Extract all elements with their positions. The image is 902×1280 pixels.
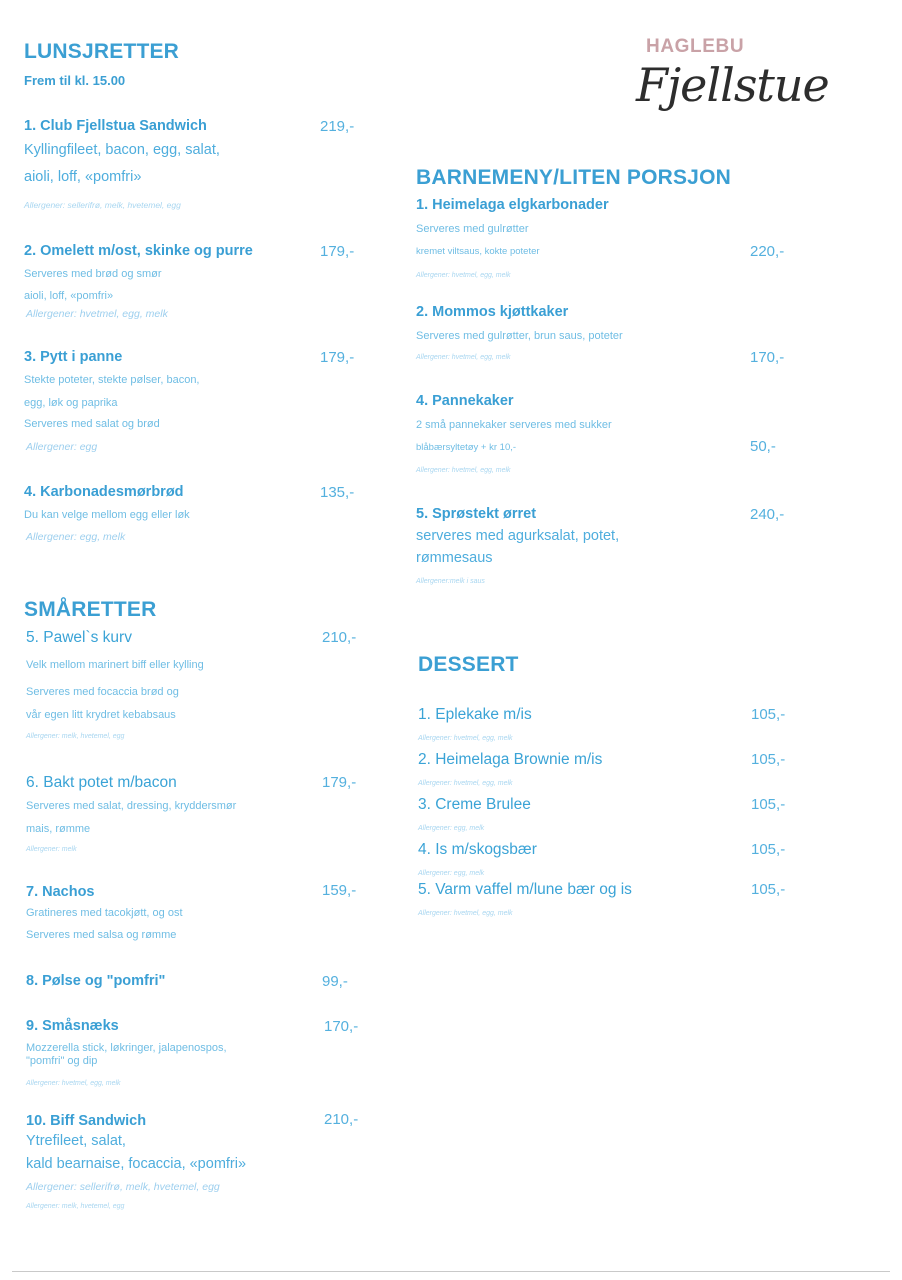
menu-item-desc: Mozzerella stick, løkringer, jalapenospos, bbox=[26, 1042, 227, 1054]
menu-item-title: 5. Pawel`s kurv bbox=[26, 629, 132, 646]
menu-item-allergen: Allergener: hvetmel, egg, melk bbox=[418, 910, 513, 917]
menu-item-desc: aioli, loff, «pomfri» bbox=[24, 290, 114, 302]
menu-item-desc: serveres med agurksalat, potet, bbox=[416, 528, 620, 544]
menu-item-desc: egg, løk og paprika bbox=[24, 397, 118, 409]
menu-item-price: 179,- bbox=[320, 349, 355, 366]
menu-item-allergen: Allergener: hvetmel, egg, melk bbox=[26, 1080, 121, 1087]
barnemeny-heading: BARNEMENY/LITEN PORSJON bbox=[416, 166, 731, 189]
menu-item-desc: "pomfri" og dip bbox=[26, 1055, 98, 1067]
menu-item-price: 210,- bbox=[324, 1111, 359, 1128]
menu-item-price: 219,- bbox=[320, 118, 355, 135]
menu-item-price: 159,- bbox=[322, 882, 357, 899]
menu-item-allergen: Allergener: melk, hvetemel, egg bbox=[26, 733, 125, 740]
lunsjretter-subheading: Frem til kl. 15.00 bbox=[24, 73, 126, 88]
menu-item-desc: Velk mellom marinert biff eller kylling bbox=[26, 659, 204, 671]
menu-item-price: 220,- bbox=[750, 243, 785, 260]
menu-item-title: 7. Nachos bbox=[26, 884, 95, 900]
logo-haglebu: HAGLEBU bbox=[646, 36, 745, 57]
menu-item-desc: vår egen litt krydret kebabsaus bbox=[26, 709, 176, 721]
menu-item-desc: Du kan velge mellom egg eller løk bbox=[24, 509, 190, 521]
menu-item-price: 135,- bbox=[320, 484, 355, 501]
menu-item-allergen: Allergener: egg, melk bbox=[418, 825, 485, 832]
menu-item-allergen: Allergener: melk bbox=[26, 846, 77, 853]
menu-item-desc: Serveres med gulrøtter, brun saus, poteter bbox=[416, 330, 623, 342]
menu-item-allergen: Allergener: hvetmel, egg, melk bbox=[416, 467, 511, 474]
menu-item-title: 10. Biff Sandwich bbox=[26, 1113, 147, 1129]
menu-item-title: 8. Pølse og "pomfri" bbox=[26, 973, 166, 989]
menu-item-title: 3. Pytt i panne bbox=[24, 349, 123, 365]
menu-item-desc: Serveres med salat og brød bbox=[24, 418, 160, 430]
menu-item-desc: Serveres med focaccia brød og bbox=[26, 686, 179, 698]
smaretter-heading: SMÅRETTER bbox=[24, 598, 157, 621]
menu-item-desc: blåbærsyltetøy + kr 10,- bbox=[416, 442, 517, 453]
page-bottom-divider bbox=[12, 1271, 890, 1272]
logo-fjellstue: Fjellstue bbox=[636, 58, 829, 112]
menu-item-desc: Stekte poteter, stekte pølser, bacon, bbox=[24, 374, 200, 386]
menu-item-desc: Gratineres med tacokjøtt, og ost bbox=[26, 907, 183, 919]
menu-item-desc: kremet viltsaus, kokte poteter bbox=[416, 246, 540, 257]
menu-item-desc: mais, rømme bbox=[26, 823, 91, 835]
menu-item-allergen: Allergener: sellerifrø, melk, hvetemel, egg bbox=[24, 200, 181, 210]
menu-item-desc: aioli, loff, «pomfri» bbox=[24, 169, 142, 185]
menu-item-title: 3. Creme Brulee bbox=[418, 796, 531, 813]
menu-item-title: 1. Club Fjellstua Sandwich bbox=[24, 118, 207, 134]
menu-item-price: 240,- bbox=[750, 506, 785, 523]
menu-item-title: 4. Karbonadesmørbrød bbox=[24, 484, 184, 500]
menu-item-price: 99,- bbox=[322, 973, 348, 990]
lunsjretter-heading: LUNSJRETTER bbox=[24, 40, 180, 63]
menu-item-desc: Serveres med salsa og rømme bbox=[26, 929, 177, 941]
menu-item-desc: 2 små pannekaker serveres med sukker bbox=[416, 419, 612, 431]
menu-item-price: 105,- bbox=[751, 881, 786, 898]
menu-item-title: 2. Heimelaga Brownie m/is bbox=[418, 751, 603, 768]
menu-item-desc: rømmesaus bbox=[416, 550, 493, 566]
menu-item-title: 4. Is m/skogsbær bbox=[418, 841, 537, 858]
menu-item-price: 170,- bbox=[750, 349, 785, 366]
dessert-heading: DESSERT bbox=[418, 653, 519, 676]
menu-item-price: 105,- bbox=[751, 841, 786, 858]
menu-item-allergen: Allergener: hvetmel, egg, melk bbox=[26, 308, 168, 320]
menu-item-title: 1. Heimelaga elgkarbonader bbox=[416, 197, 609, 213]
menu-item-allergen: Allergener: hvetmel, egg, melk bbox=[416, 272, 511, 279]
menu-item-allergen: Allergener:melk i saus bbox=[416, 578, 485, 585]
menu-item-desc: Serveres med brød og smør bbox=[24, 268, 162, 280]
menu-item-price: 179,- bbox=[322, 774, 357, 791]
menu-item-desc: kald bearnaise, focaccia, «pomfri» bbox=[26, 1156, 247, 1172]
menu-item-price: 170,- bbox=[324, 1018, 359, 1035]
menu-item-price: 50,- bbox=[750, 438, 776, 455]
menu-item-title: 5. Varm vaffel m/lune bær og is bbox=[418, 881, 632, 898]
menu-item-allergen: Allergener: egg bbox=[26, 441, 98, 453]
menu-item-price: 210,- bbox=[322, 629, 357, 646]
menu-item-title: 2. Omelett m/ost, skinke og purre bbox=[24, 243, 253, 259]
menu-item-title: 5. Sprøstekt ørret bbox=[416, 506, 537, 522]
menu-item-price: 105,- bbox=[751, 706, 786, 723]
menu-item-title: 9. Småsnæks bbox=[26, 1018, 119, 1034]
menu-item-allergen: Allergener: hvetmel, egg, melk bbox=[418, 780, 513, 787]
menu-item-allergen: Allergener: sellerifrø, melk, hvetemel, egg bbox=[26, 1181, 220, 1193]
menu-item-desc: Kyllingfileet, bacon, egg, salat, bbox=[24, 142, 220, 158]
menu-item-price: 105,- bbox=[751, 751, 786, 768]
menu-item-title: 6. Bakt potet m/bacon bbox=[26, 774, 177, 791]
menu-item-title: 2. Mommos kjøttkaker bbox=[416, 304, 569, 320]
menu-item-desc: Ytrefileet, salat, bbox=[26, 1133, 126, 1149]
menu-item-desc: Serveres med gulrøtter bbox=[416, 223, 529, 235]
menu-item-price: 105,- bbox=[751, 796, 786, 813]
menu-item-title: 4. Pannekaker bbox=[416, 393, 514, 409]
menu-item-title: 1. Eplekake m/is bbox=[418, 706, 532, 723]
menu-item-allergen: Allergener: hvetmel, egg, melk bbox=[418, 735, 513, 742]
menu-item-allergen: Allergener: melk, hvetemel, egg bbox=[26, 1203, 125, 1210]
menu-item-allergen: Allergener: hvetmel, egg, melk bbox=[416, 354, 511, 361]
menu-item-price: 179,- bbox=[320, 243, 355, 260]
menu-item-desc: Serveres med salat, dressing, kryddersmør bbox=[26, 800, 237, 812]
menu-item-allergen: Allergener: egg, melk bbox=[26, 531, 126, 543]
menu-item-allergen: Allergener: egg, melk bbox=[418, 870, 485, 877]
